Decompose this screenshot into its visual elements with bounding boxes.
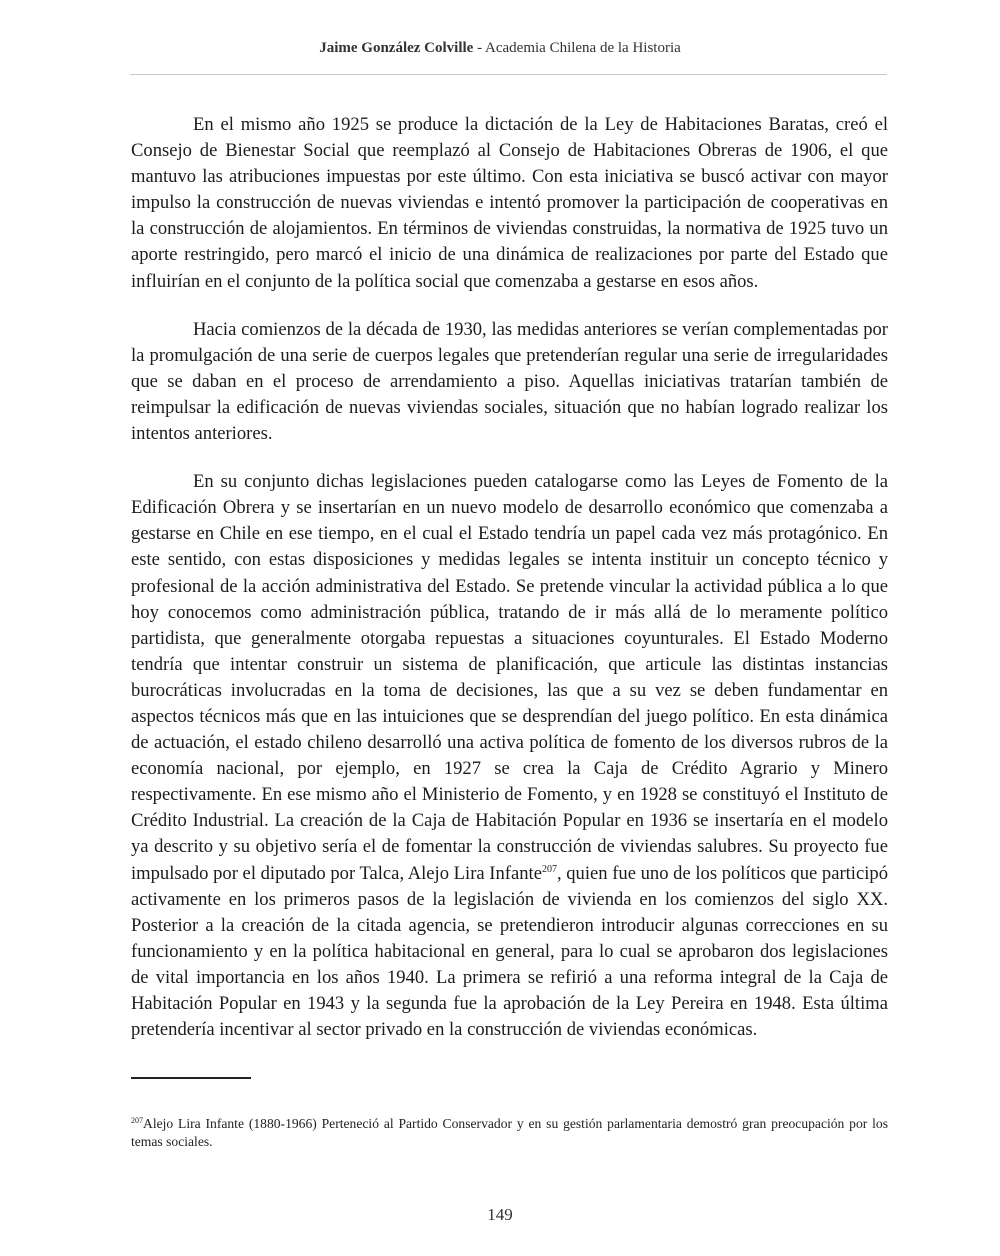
paragraph-3-part-1: En su conjunto dichas legislaciones pueden catalogarse como las Leyes de Fomento de la Edificación Obrera y se insertarían en un nuevo modelo de desarrollo económico que comenzaba a gestarse en Chile en ese tiempo, en el cual el Estado tendría un papel cada vez más protagónico. En este sentido, con estas disposiciones y medidas legales se intenta instituir un concepto técnico y profesional de la acción administrativa del Estado. Se pretende vincular la actividad pública a lo que hoy conocemos como administración pública, tratando de ir más allá de lo meramente político partidista, que generalmente otorgaba repuestas a situaciones coyunturales. El Estado Moderno tendría que intentar construir un sistema de planificación, que articule las distintas instancias burocráticas involucradas en la toma de decisiones, las que a su vez se deben fundamentar en aspectos técnicos más que en las intuiciones que se desprendían del juego político. En esta dinámica de actuación, el estado chileno desarrolló una activa política de fomento de los diversos rubros de la economía nacional, por ejemplo, en 1927 se crea la Caja de Crédito Agrario y Minero respectivamente. En ese mismo año el Ministerio de Fomento, y en 1928 se constituyó el Instituto de Crédito Industrial. La creación de la Caja de Habitación Popular en 1936 se insertaría en el modelo ya descrito y su objetivo sería el de fomentar la construcción de viviendas salubres. Su proyecto fue impulsado por el diputado por Talca, Alejo Lira Infante [131,471,888,884]
paragraph-2: Hacia comienzos de la década de 1930, las medidas anteriores se verían complementadas por la promulgación de una serie de cuerpos legales que pretenderían regular una serie de irregularidades que se daban en el proceso de arrendamiento a piso. Aquellas iniciativas tratarían también de reimpulsar la edificación de nuevas viviendas sociales, situación que no habían logrado realizar los intentos anteriores. [131,318,888,445]
header-divider [130,74,887,75]
paragraph-3 [131,469,888,1043]
page-number: 149 [487,1205,513,1224]
header-separator: - [473,40,486,56]
paragraph-1: En el mismo año 1925 se produce la dictación de la Ley de Habitaciones Baratas, creó el Consejo de Bienestar Social que reemplazó al Consejo de Habitaciones Obreras de 1906, el que mantuvo las atribuciones impuestas por este último. Con esta iniciativa se buscó activar con mayor impulso la construcción de nuevas viviendas e intentó promover la participación de cooperativas en la construcción de alojamientos. En términos de viviendas construidas, la normativa de 1925 tuvo un aporte restringido, pero marcó el inicio de una dinámica de realizaciones por parte del Estado que influirían en el conjunto de la política social que comenzaba a gestarse en esos años. [131,114,888,292]
header-author: Jaime González Colville [319,40,474,56]
header-institution: Academia Chilena de la Historia [485,40,681,56]
footnote [131,1115,888,1151]
footnote-number: 207 [131,1116,143,1125]
footnote-reference[interactable]: 207 [541,863,557,875]
footnote-divider [131,1077,251,1079]
paragraph-3-part-2: , quien fue uno de los políticos que participó activamente en los primeros pasos de la legislación de vivienda en los comienzos del siglo XX. Posterior a la creación de la citada agencia, se pretendieron introducir algunas correcciones en su funcionamiento y en la política habitacional en general, para lo cual se aprobaron dos legislaciones de vital importancia en los años 1940. La primera se refirió a una reforma integral de la Caja de Habitación Popular en 1943 y la segunda fue la aprobación de la Ley Pereira en 1948. Esta última pretendería incentivar al sector privado en la construcción de viviendas económicas. [131,862,888,1041]
running-header [0,40,1000,57]
main-text [131,112,888,1043]
footnote-text: Alejo Lira Infante (1880-1966) Perteneció al Partido Conservador y en su gestión parlamentaria demostró gran preocupación por los temas sociales. [131,1116,888,1149]
